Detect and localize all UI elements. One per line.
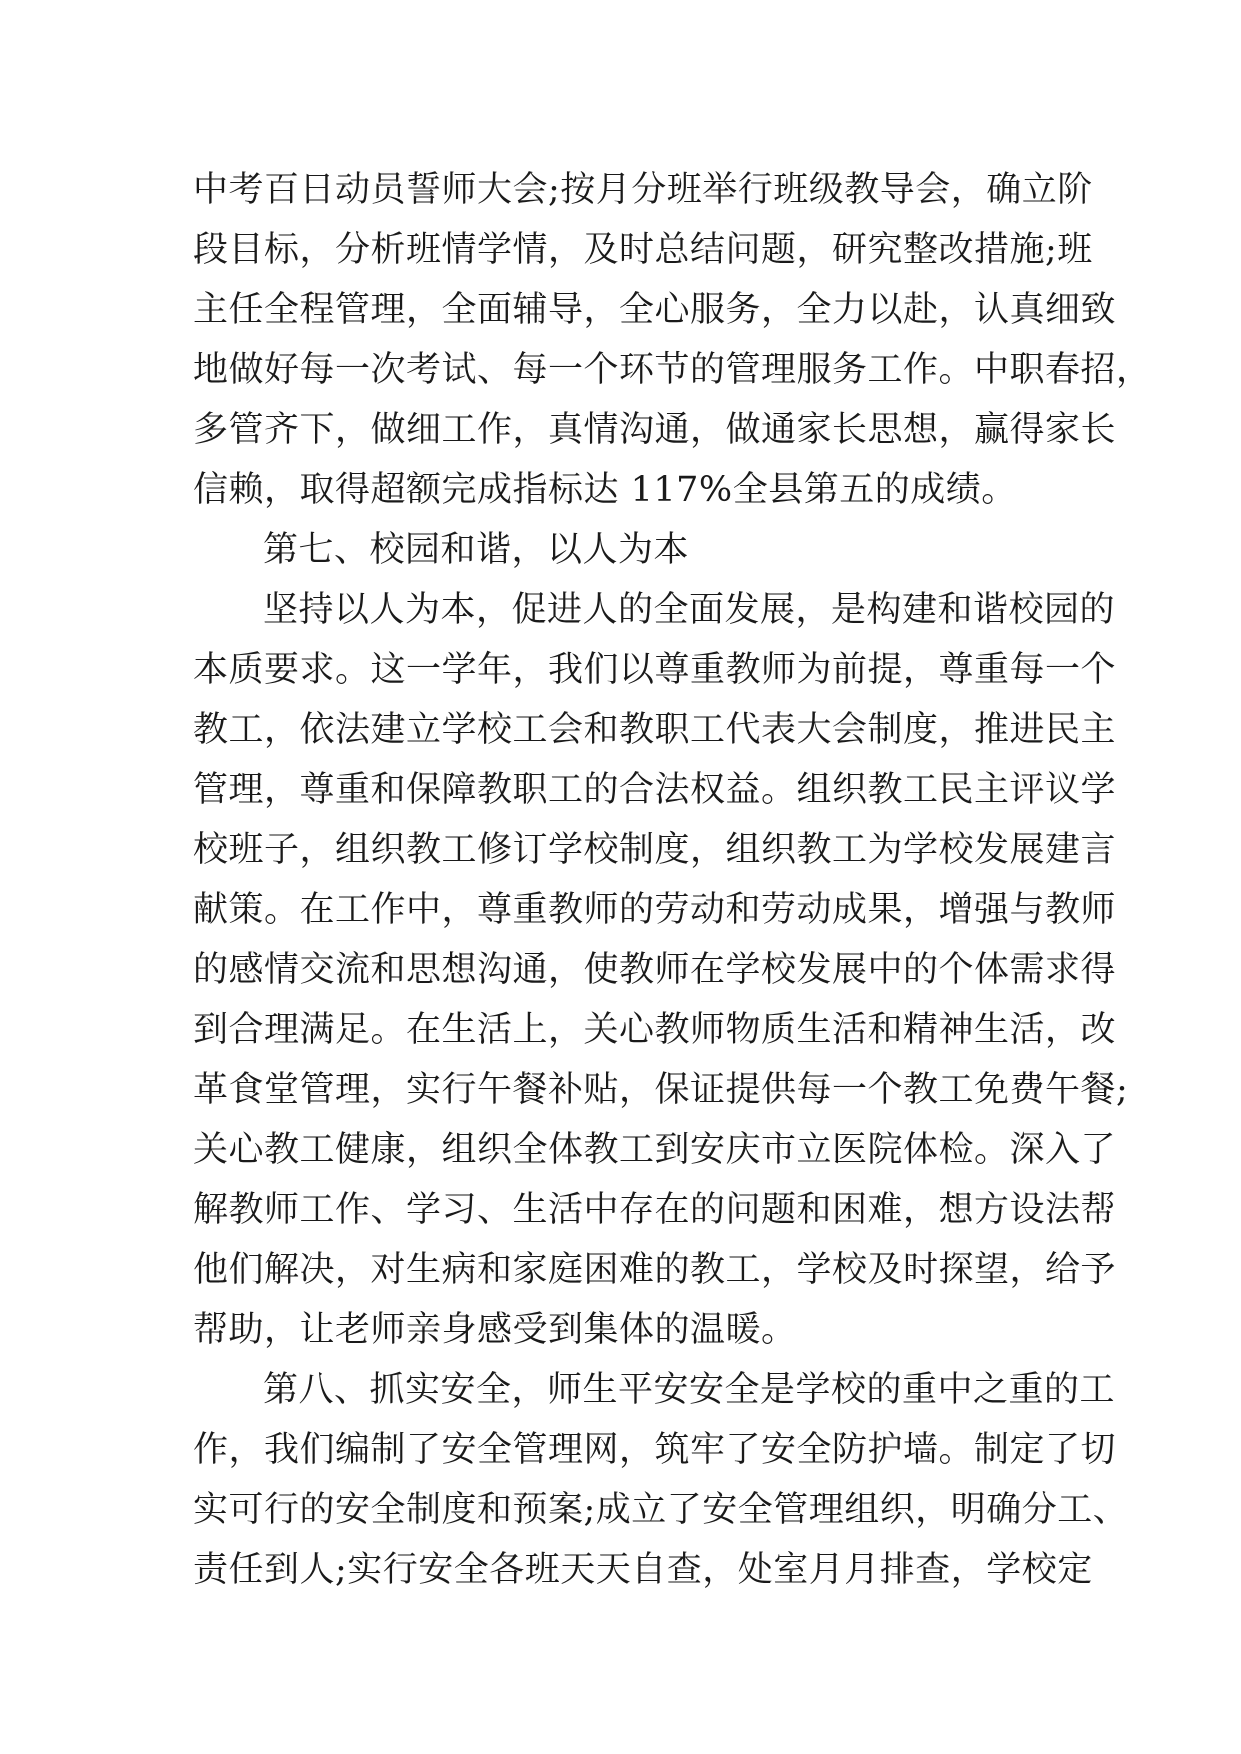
text-line: 他们解决，对生病和家庭困难的教工，学校及时探望，给予 xyxy=(193,1250,1117,1290)
text-line: 解教师工作、学习、生活中存在的问题和困难，想方设法帮 xyxy=(193,1190,1117,1230)
text-line: 到合理满足。在生活上，关心教师物质生活和精神生活，改 xyxy=(193,1010,1117,1050)
text-line: 教工，依法建立学校工会和教职工代表大会制度，推进民主 xyxy=(193,710,1117,750)
document-body xyxy=(193,160,1152,1600)
text-line: 多管齐下，做细工作，真情沟通，做通家长思想，赢得家长 xyxy=(193,410,1117,450)
text-line: 本质要求。这一学年，我们以尊重教师为前提，尊重每一个 xyxy=(193,650,1117,690)
text-line: 实可行的安全制度和预案;成立了安全管理组织，明确分工、 xyxy=(193,1490,1129,1530)
text-line: 第八、抓实安全，师生平安安全是学校的重中之重的工 xyxy=(263,1370,1116,1410)
text-line: 关心教工健康，组织全体教工到安庆市立医院体检。深入了 xyxy=(193,1130,1117,1170)
text-line: 作，我们编制了安全管理网，筑牢了安全防护墙。制定了切 xyxy=(193,1430,1117,1470)
text-line: 校班子，组织教工修订学校制度，组织教工为学校发展建言 xyxy=(193,830,1117,870)
text-line: 管理，尊重和保障教职工的合法权益。组织教工民主评议学 xyxy=(193,770,1117,810)
text-line: 中考百日动员誓师大会;按月分班举行班级教导会，确立阶 xyxy=(193,170,1093,210)
text-line: 责任到人;实行安全各班天天自查，处室月月排查，学校定 xyxy=(193,1550,1093,1590)
text-line: 的感情交流和思想沟通，使教师在学校发展中的个体需求得 xyxy=(193,950,1117,990)
text-line: 革食堂管理，实行午餐补贴，保证提供每一个教工免费午餐; xyxy=(193,1070,1129,1110)
text-line: 地做好每一次考试、每一个环节的管理服务工作。中职春招， xyxy=(193,350,1152,390)
text-line: 第七、校园和谐，以人为本 xyxy=(263,530,690,570)
text-line: 献策。在工作中，尊重教师的劳动和劳动成果，增强与教师 xyxy=(193,890,1117,930)
text-line: 坚持以人为本，促进人的全面发展，是构建和谐校园的 xyxy=(263,590,1116,630)
text-line: 主任全程管理，全面辅导，全心服务，全力以赴，认真细致 xyxy=(193,290,1117,330)
text-line: 帮助，让老师亲身感受到集体的温暖。 xyxy=(193,1310,797,1350)
text-line: 信赖，取得超额完成指标达 117%全县第五的成绩。 xyxy=(193,470,1017,510)
text-line: 段目标，分析班情学情，及时总结问题，研究整改措施;班 xyxy=(193,230,1093,270)
